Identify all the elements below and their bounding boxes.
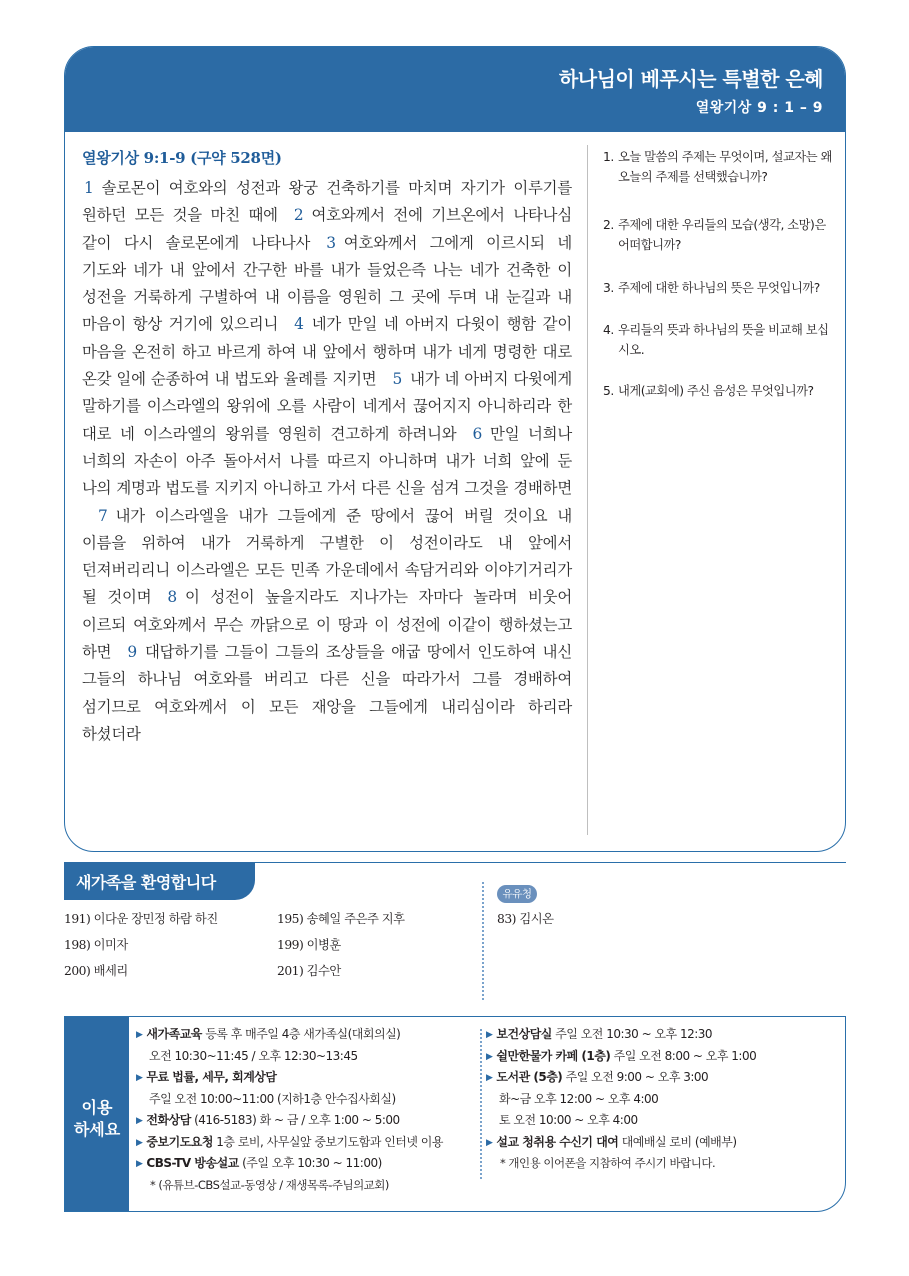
triangle-bullet-icon: ▶ [136,1116,143,1126]
services-list-right [486,1024,756,1175]
services-label-line2: 하세요 [73,1120,121,1139]
service-name: 도서관 (5층) [496,1070,563,1084]
verse-number: 9 [127,643,137,662]
verse-number: 7 [98,506,108,525]
question-item [603,320,839,381]
member-entry: 195) 송혜일 주은주 지후 [277,912,405,926]
verse-number: 3 [326,233,336,252]
verse-text: 이 성전이 높을지라도 지나가는 자마다 놀라며 비웃어 이르되 여호와께서 무슨 까닭으로 이 땅과 이 성전에 이같이 행하셨는고 하면 [82,588,572,662]
question-text: 주제에 대한 우리들의 모습(생각, 소망)은 어떠합니까? [618,218,826,252]
service-item [486,1067,756,1089]
member-entry: 199) 이병훈 [277,938,341,952]
question-number: 5. [603,384,614,398]
question-text: 오늘 말씀의 주제는 무엇이며, 설교자는 왜 오늘의 주제를 선택했습니까? [618,150,832,184]
service-detail-line: 오전 10:30~11:45 / 오후 12:30~13:45 [149,1048,358,1063]
service-detail: 주일 오전 9:00 ~ 오후 3:00 [562,1070,709,1084]
new-members-column-1 [64,906,218,984]
verse-text: 내가 네 아버지 다윗에게 말하기를 이스라엘의 왕위에 오를 사람이 네게서 끊어지지 아니하리라 한 대로 네 이스라엘의 왕위를 영원히 견고하게 하려니와 [82,370,572,443]
verse-text: 여호와께서 전에 기브온에서 나타나심 같이 다시 솔로몬에게 나타나사 [82,206,572,252]
sermon-card [64,46,846,852]
verse-number: 2 [293,206,304,225]
service-detail-line: 주일 오전 10:00~11:00 (지하1층 안수집사회실) [149,1091,396,1106]
service-detail: 대예배실 로비 (예배부) [618,1134,737,1149]
service-item [486,1132,756,1154]
service-note: * 개인용 이어폰을 지참하여 주시기 바랍니다. [500,1156,716,1170]
service-name: CBS-TV 방송설교 [146,1156,239,1170]
verse-text: 솔로몬이 여호와의 성전과 왕궁 건축하기를 마치며 자기가 이루기를 원하던 모든 것을 마친 때에 [82,179,572,225]
service-detail: 1층 로비, 사무실앞 중보기도함과 인터넷 이용 [212,1134,443,1149]
service-item [136,1110,443,1132]
triangle-bullet-icon: ▶ [136,1073,143,1083]
service-name: 중보기도요청 [146,1134,213,1149]
welcome-heading [64,862,255,900]
verse-number: 5 [392,370,403,389]
verse-number: 8 [167,588,177,607]
service-name: 무료 법률, 세무, 회계상담 [146,1070,277,1084]
triangle-bullet-icon: ▶ [136,1030,143,1040]
triangle-bullet-icon: ▶ [486,1030,493,1040]
service-detail: (416-5183) 화 ~ 금 / 오후 1:00 ~ 5:00 [190,1113,400,1127]
sermon-reference: 열왕기상 9 : 1 – 9 [695,100,823,116]
service-detail-line: 토 오전 10:00 ~ 오후 4:00 [499,1113,638,1127]
question-number: 1. [603,150,614,164]
question-number: 4. [603,323,614,337]
triangle-bullet-icon: ▶ [136,1159,143,1169]
triangle-bullet-icon: ▶ [486,1137,493,1148]
member-entry: 201) 김수안 [277,964,341,978]
verse-number: 4 [294,315,304,334]
triangle-bullet-icon: ▶ [486,1051,493,1062]
services-label [65,1017,129,1211]
passage-title: 열왕기상 9:1-9 (구약 528면) [82,149,282,167]
service-name: 쉴만한물가 카페 (1층) [496,1048,611,1063]
services-list-left [136,1024,443,1196]
service-name: 설교 청취용 수신기 대여 [496,1134,619,1149]
question-number: 2. [603,218,614,232]
verse-text: 네가 만일 네 아버지 다윗이 행함 같이 마음을 온전히 하고 바르게 하여 내 앞에서 행하며 내가 네게 명령한 대로 온갖 일에 순종하여 내 법도와 율례를 지키면 [82,315,572,389]
question-number: 3. [603,281,614,295]
triangle-bullet-icon: ▶ [486,1073,493,1083]
column-divider [587,145,588,835]
verse-number: 1 [84,179,94,197]
question-item [603,381,839,401]
service-detail: 등록 후 매주일 4층 새가족실(대회의실) [201,1027,401,1041]
service-name: 전화상담 [146,1113,191,1127]
welcome-title: 새가족을 환영합니다 [76,873,216,892]
question-item [603,278,839,320]
verse-text: 내가 이스라엘을 내가 그들에게 준 땅에서 끊어 버릴 것이요 내 이름을 위하여 내가 거룩하게 구별한 이 성전이라도 내 앞에서 던져버리리니 이스라엘은 모든 민족 가운데에서 속담거리와 이야기거리가 될 것이며 [82,506,572,607]
service-item [136,1132,443,1154]
question-text: 우리들의 뜻과 하나님의 뜻을 비교해 보십시오. [618,323,829,357]
member-entry: 191) 이다운 장민정 하람 하진 [64,912,218,926]
scripture-passage [82,175,572,748]
service-name: 보건상담실 [496,1027,552,1041]
discussion-questions [603,147,839,401]
service-item [136,1153,443,1175]
services-label-line1: 이용 [81,1098,113,1117]
service-detail: (주일 오후 10:30 ~ 11:00) [238,1156,382,1170]
service-detail: 주일 오전 8:00 ~ 오후 1:00 [610,1048,757,1063]
service-note: * (유튜브-CBS설교-동영상 / 재생목록-주님의교회) [150,1177,389,1192]
service-item [136,1024,443,1046]
question-item [603,147,839,215]
verse-text: 여호와께서 그에게 이르시되 네 기도와 네가 내 앞에서 간구한 바를 내가 들었은즉 나는 네가 건축한 이 성전을 거룩하게 구별하여 내 이름을 영원히 그 곳에 두며 내 눈길과 내 마음이 항상 거기에 있으리니 [82,233,572,334]
question-text: 내게(교회에) 주신 음성은 무엇입니까? [618,384,814,398]
verse-text: 만일 너희나 너희의 자손이 아주 돌아서서 나를 따르지 아니하며 내가 너희 앞에 둔 나의 계명과 법도를 지키지 아니하고 가서 다른 신을 섬겨 그것을 경배하면 [82,424,572,498]
service-item [486,1046,756,1068]
dotted-divider [480,1029,482,1179]
triangle-bullet-icon: ▶ [136,1137,143,1148]
new-members-column-2 [277,906,405,984]
service-name: 새가족교육 [146,1027,202,1041]
member-entry: 83) 김시온 [497,912,554,926]
service-detail-line: 화~금 오후 12:00 ~ 오후 4:00 [499,1091,659,1106]
dotted-divider [482,882,484,1000]
question-text: 주제에 대한 하나님의 뜻은 무엇입니까? [618,281,820,295]
service-item [486,1024,756,1046]
youth-badge: 유유청 [497,885,537,903]
service-item [136,1067,443,1089]
verse-number: 6 [472,424,483,443]
sermon-title: 하나님이 베푸시는 특별한 은혜 [558,67,823,91]
service-detail: 주일 오전 10:30 ~ 오후 12:30 [551,1027,713,1041]
member-entry: 198) 이미자 [64,938,128,952]
verse-text: 대답하기를 그들이 그들의 조상들을 애굽 땅에서 인도하여 내신 그들의 하나님 여호와를 버리고 다른 신을 따라가서 그를 경배하여 섬기므로 여호와께서 이 모든 재앙을 그들에게 내리심이라 하리라 하셨더라 [82,643,572,743]
question-item [603,215,839,278]
youth-members-column [497,906,554,932]
sermon-header [65,47,845,132]
member-entry: 200) 배세리 [64,964,128,978]
